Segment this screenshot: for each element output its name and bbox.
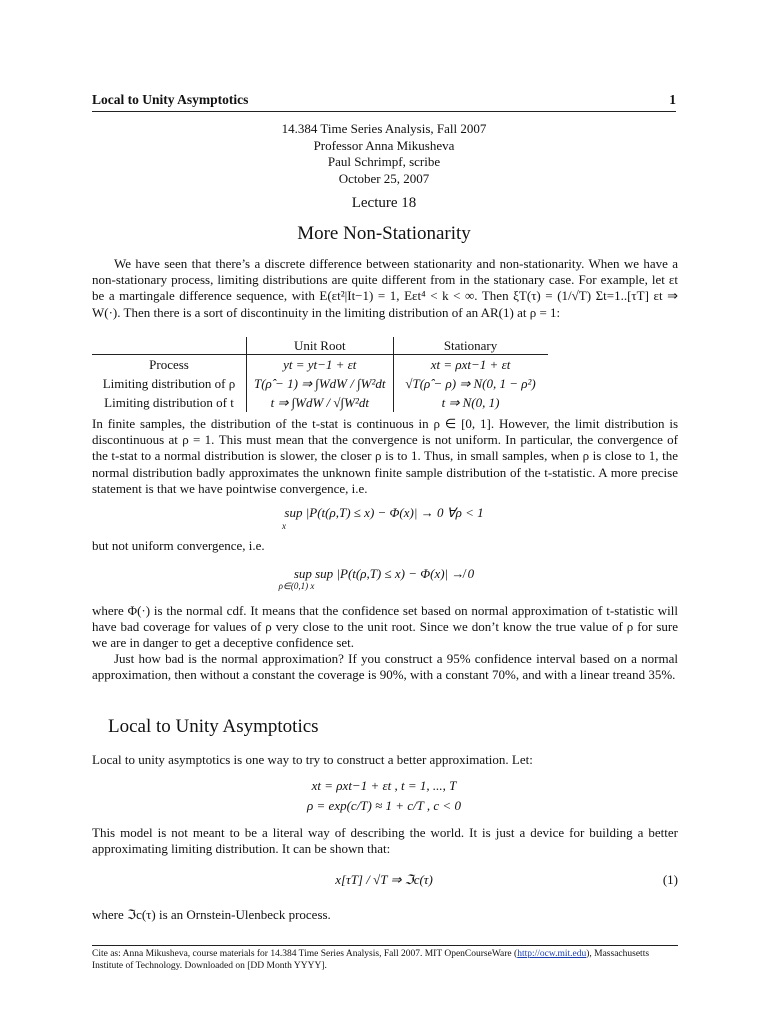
course-name: 14.384 Time Series Analysis, Fall 2007 <box>281 121 487 136</box>
ocw-link[interactable]: http://ocw.mit.edu <box>517 949 587 959</box>
finite-samples-paragraph: In finite samples, the distribution of the t-stat is continuous in ρ ∈ [0, 1]. However, the limit distribution is discontinuous at ρ = 1. This must mean that the convergence is not uniform. In particular, the convergence of the t-stat to a normal distribution is slower, the closer ρ is to 1. Thus, in small samples, when ρ is close to 1, the normal distribution badly approximates the unknown finite sample distribution of the t-statistic. A more precise statement is that we have pointwise convergence, i.e. <box>92 416 678 496</box>
model-equation-line1: xt = ρxt−1 + εt , t = 1, ..., T <box>311 778 457 793</box>
scribe-name: Paul Schrimpf, scribe <box>327 154 441 169</box>
page-number: 1 <box>669 92 676 107</box>
table-cell: √T(ρ̂ − ρ) ⇒ N(0, 1 − ρ²) <box>405 375 536 391</box>
uniform-subscript: ρ∈(0,1) x <box>278 581 315 591</box>
citation-prefix: Cite as: Anna Mikusheva, course materials for 14.384 Time Series Analysis, Fall 2007. MIT OpenCourseWare ( <box>92 949 518 959</box>
table-header-row <box>92 337 548 355</box>
equation-main: sup sup |P(t(ρ,T) ≤ x) − Φ(x)| ↛ 0 <box>293 566 475 581</box>
not-uniform-text: but not uniform convergence, i.e. <box>92 538 265 553</box>
lecture-metadata <box>0 121 768 187</box>
pointwise-equation <box>0 505 768 521</box>
table-cell: Process <box>92 355 247 375</box>
equation-number: (1) <box>662 872 678 887</box>
table-row <box>92 355 548 375</box>
table-cell: t ⇒ ∫WdW / √∫W²dt <box>247 393 394 412</box>
page-title: More Non-Stationarity <box>297 223 471 244</box>
local-unity-paragraph: Local to unity asymptotics is one way to try to construct a better approximation. Let: <box>92 752 533 767</box>
table-cell: Limiting distribution of ρ <box>92 374 247 393</box>
table-cell: xt = ρxt−1 + εt <box>430 356 511 372</box>
professor-name: Professor Anna Mikusheva <box>313 137 455 153</box>
where-paragraph: where Φ(·) is the normal cdf. It means that the confidence set based on normal approximation of t-statistic will have bad coverage for values of ρ very close to the unit root. Since we don’t know the true value of ρ for sure we are in danger to get a deceptive confidence set. <box>92 603 678 651</box>
how-bad-paragraph: Just how bad is the normal approximation? If you construct a 95% confidence interval based on a normal approximation, then without a constant the coverage is 90%, with a constant 70%, and with a linear treand 35%. <box>92 651 678 683</box>
running-header <box>92 92 676 112</box>
section-heading: Local to Unity Asymptotics <box>108 716 319 737</box>
table-header-cell: Stationary <box>393 337 548 355</box>
model-paragraph: This model is not meant to be a literal way of describing the world. It is just a device for building a better approximating limiting distribution. It can be shown that: <box>92 825 678 857</box>
table-cell: yt = yt−1 + εt <box>247 355 394 375</box>
table-cell: Limiting distribution of t <box>92 393 247 412</box>
citation-footer <box>92 945 678 972</box>
model-equation-line2: ρ = exp(c/T) ≈ 1 + c/T , c < 0 <box>307 798 461 813</box>
table-row <box>92 393 548 412</box>
table-header-cell <box>92 337 247 355</box>
pointwise-subscript: x <box>282 521 286 531</box>
uniform-equation <box>0 566 768 582</box>
citation-suffix: ), Massachusetts Institute of Technology. Downloaded on [DD Month YYYY]. <box>92 949 650 971</box>
lecture-date: October 25, 2007 <box>338 170 430 186</box>
intro-paragraph: We have seen that there’s a discrete difference between stationarity and non-stationarity. When we have a non-stationary process, limiting distributions are quite different from in the stationary case. For example, let εt be a martingale difference sequence, with E(εt²|It−1) = 1, Eεt⁴ < k < ∞. Then ξT(τ) = (1/√T) Σt=1..[τT] εt ⇒ W(·). Then there is a sort of discontinuity in the limiting distribution of an AR(1) at ρ = 1: <box>92 256 678 320</box>
table-cell: t ⇒ N(0, 1) <box>441 394 500 410</box>
table-cell: T(ρ̂ − 1) ⇒ ∫WdW / ∫W²dt <box>247 374 394 393</box>
running-title: Local to Unity Asymptotics <box>92 92 249 107</box>
table-header-cell: Unit Root <box>247 337 394 355</box>
equation-1: x[τT] / √T ⇒ ℑc(τ) <box>335 872 433 887</box>
table-row <box>92 374 548 393</box>
comparison-table <box>92 337 548 412</box>
equation-main: sup |P(t(ρ,T) ≤ x) − Φ(x)| → 0 ∀ρ < 1 <box>284 505 484 520</box>
ornstein-paragraph: where ℑc(τ) is an Ornstein-Ulenbeck process. <box>92 907 331 922</box>
lecture-number: Lecture 18 <box>351 195 417 211</box>
